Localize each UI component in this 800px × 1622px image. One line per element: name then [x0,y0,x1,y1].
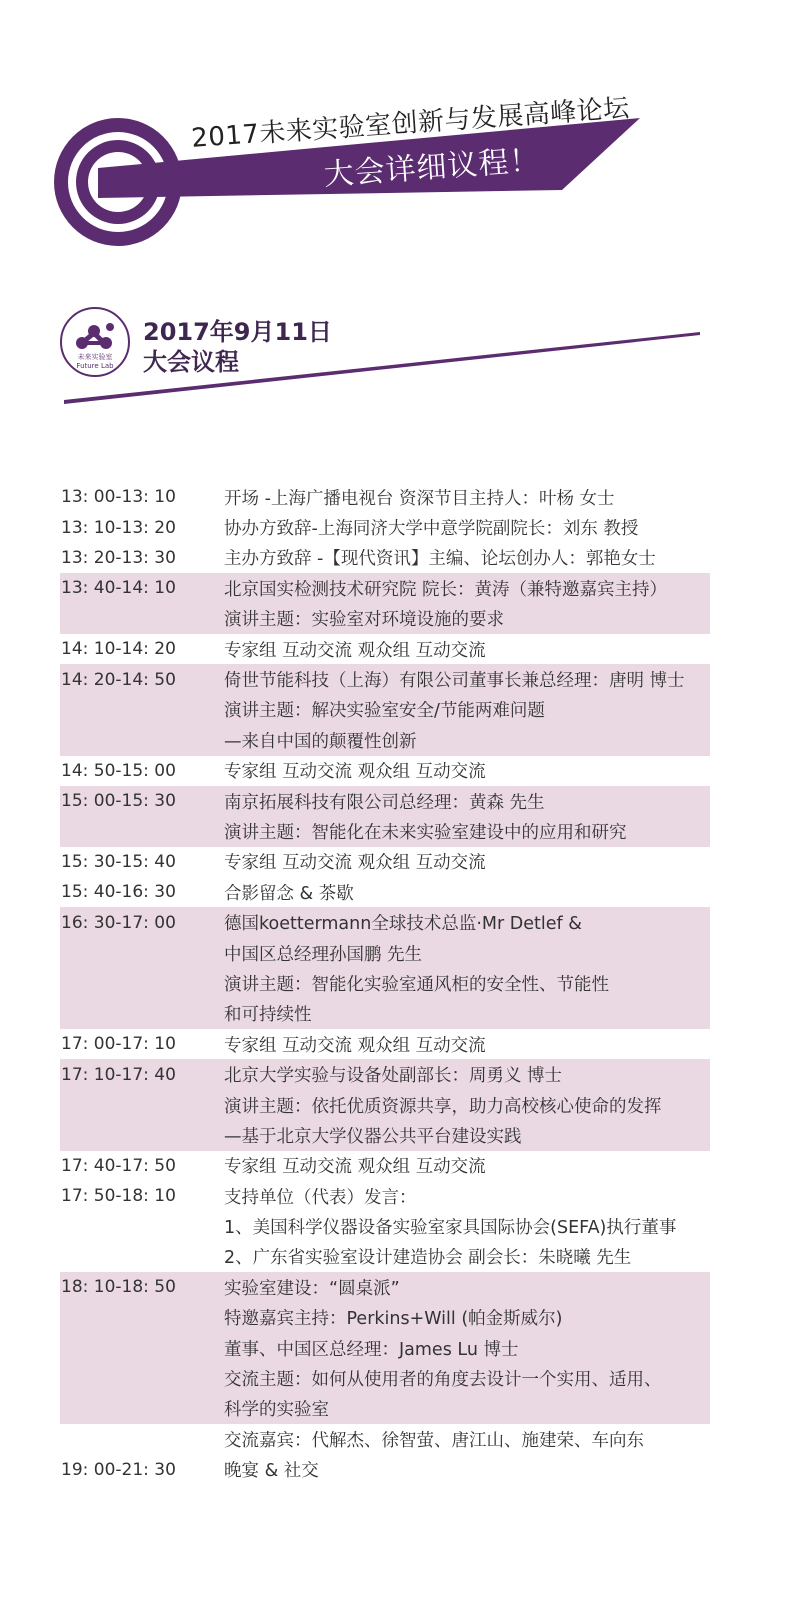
schedule-text: 专家组 互动交流 观众组 互动交流 [224,1157,486,1178]
schedule-time: 14: 10-14: 20 [61,639,176,660]
schedule-time: 14: 50-15: 00 [61,760,176,781]
schedule-row [60,1151,710,1181]
schedule-text: 主办方致辞 -【现代资讯】主编、论坛创办人：郭艳女士 [224,549,656,570]
schedule-text: 北京国实检测技术研究院 院长：黄涛（兼特邀嘉宾主持） [224,579,668,600]
schedule-text: 协办方致辞-上海同济大学中意学院副院长：刘东 教授 [224,519,639,540]
schedule-time: 17: 00-17: 10 [61,1034,176,1055]
schedule-text: 倚世节能科技（上海）有限公司董事长兼总经理：唐明 博士 [224,671,685,692]
schedule-time: 17: 50-18: 10 [61,1186,176,1207]
schedule-row [60,634,710,664]
event-date: 2017年9月11日 [143,318,332,346]
schedule-text: 专家组 互动交流 观众组 互动交流 [224,853,486,874]
schedule-text: 南京拓展科技有限公司总经理：黄森 先生 [224,792,545,813]
schedule-text: 专家组 互动交流 观众组 互动交流 [224,640,486,661]
schedule-row [60,1424,710,1454]
schedule-time: 16: 30-17: 00 [61,912,176,933]
logo-text-cn: 未来实验室 [77,353,113,361]
schedule-text: 交流主题：如何从使用者的角度去设计一个实用、适用、 [224,1370,662,1391]
schedule-text: 特邀嘉宾主持：Perkins+Will (帕金斯威尔) [224,1309,563,1330]
schedule-time: 15: 30-15: 40 [61,851,176,872]
schedule-text: 演讲主题：实验室对环境设施的要求 [224,610,504,631]
schedule-time: 17: 40-17: 50 [61,1155,176,1176]
schedule-row [60,1029,710,1059]
schedule-row [60,664,710,755]
schedule-text: 演讲主题：解决实验室安全/节能两难问题 [224,701,545,722]
schedule-text: 专家组 互动交流 观众组 互动交流 [224,762,486,783]
schedule-text: 2、广东省实验室设计建造协会 副会长：朱晓曦 先生 [224,1248,632,1269]
schedule-text: 交流嘉宾：代解杰、徐智萤、唐江山、施建荣、车向东 [224,1430,644,1451]
schedule-row [60,847,710,877]
schedule-text: 1、美国科学仪器设备实验室家具国际协会(SEFA)执行董事 [224,1218,677,1239]
schedule-time: 13: 00-13: 10 [61,487,176,508]
schedule-table [60,482,710,1485]
schedule-text: 董事、中国区总经理：James Lu 博士 [224,1339,519,1360]
schedule-row [60,907,710,1029]
schedule-time: 13: 20-13: 30 [61,547,176,568]
schedule-row [60,1272,710,1424]
schedule-text: 实验室建设：“圆桌派” [224,1278,400,1299]
schedule-time: 17: 10-17: 40 [61,1064,176,1085]
schedule-text: 晚宴 & 社交 [224,1461,319,1482]
schedule-text: 支持单位（代表）发言： [224,1187,417,1208]
schedule-row [60,1059,710,1150]
schedule-row [60,1455,710,1485]
future-lab-logo [60,307,130,377]
agenda-subtitle: 大会详细议程！ [322,142,542,193]
schedule-text: —来自中国的颠覆性创新 [224,731,417,752]
schedule-row [60,482,710,512]
schedule-row [60,1181,710,1272]
schedule-time: 19: 00-21: 30 [61,1459,176,1480]
schedule-text: 专家组 互动交流 观众组 互动交流 [224,1035,486,1056]
schedule-text: 科学的实验室 [224,1400,329,1421]
schedule-row [60,756,710,786]
schedule-text: 和可持续性 [224,1005,312,1026]
schedule-text: 开场 -上海广播电视台 资深节目主持人：叶杨 女士 [224,488,615,509]
schedule-time: 18: 10-18: 50 [61,1277,176,1298]
logo-text-en: Future Lab [76,362,114,370]
schedule-text: 北京大学实验与设备处副部长：周勇义 博士 [224,1066,563,1087]
forum-title: 2017未来实验室创新与发展高峰论坛 [190,93,631,154]
schedule-row [60,786,710,847]
schedule-row [60,512,710,542]
schedule-row [60,573,710,634]
schedule-row [60,877,710,907]
schedule-text: 演讲主题：依托优质资源共享，助力高校核心使命的发挥 [224,1096,662,1117]
schedule-text: 演讲主题：智能化在未来实验室建设中的应用和研究 [224,822,627,843]
agenda-label: 大会议程 [143,348,239,376]
schedule-time: 15: 00-15: 30 [61,791,176,812]
schedule-text: 德国koettermann全球技术总监·Mr Detlef & [224,914,582,935]
schedule-time: 14: 20-14: 50 [61,669,176,690]
schedule-text: 中国区总经理孙国鹏 先生 [224,944,423,965]
schedule-time: 13: 10-13: 20 [61,517,176,538]
schedule-time: 15: 40-16: 30 [61,882,176,903]
schedule-text: 演讲主题：智能化实验室通风柜的安全性、节能性 [224,974,609,995]
schedule-time: 13: 40-14: 10 [61,578,176,599]
schedule-text: —基于北京大学仪器公共平台建设实践 [224,1126,522,1147]
schedule-row [60,543,710,573]
schedule-text: 合影留念 & 茶歇 [224,883,354,904]
